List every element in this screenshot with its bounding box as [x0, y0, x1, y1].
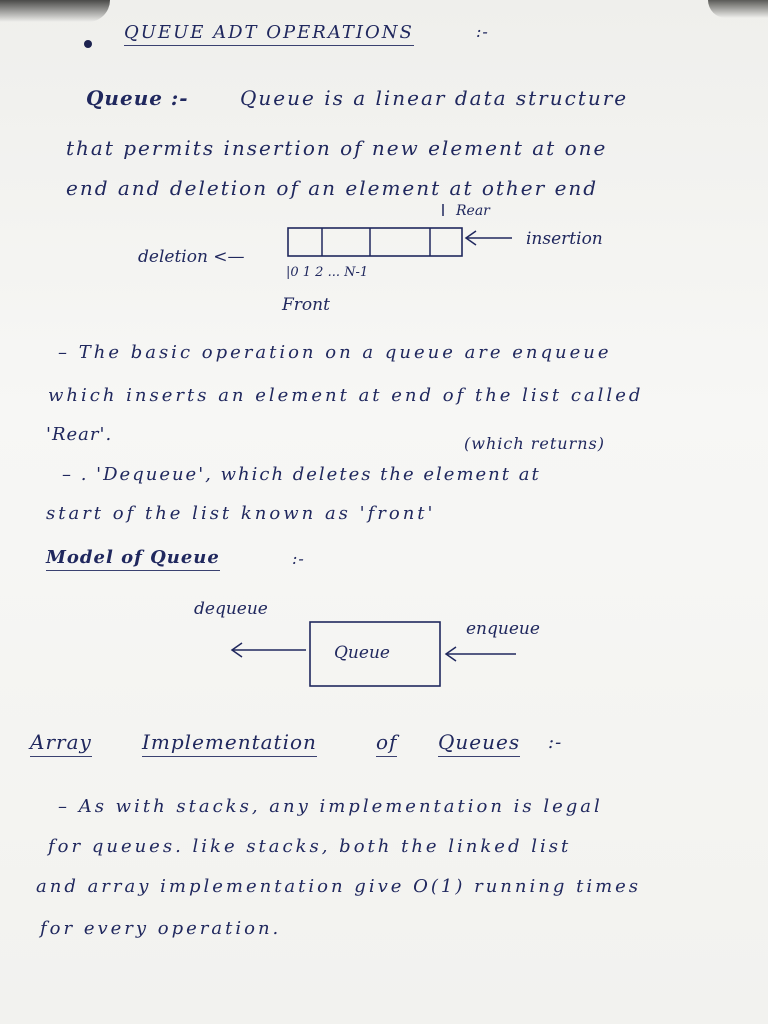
deletion-label: deletion <—	[138, 247, 245, 267]
array-box	[288, 228, 462, 256]
array-impl-heading-c: of	[376, 730, 397, 757]
operations-insert-note: (which returns)	[464, 434, 605, 453]
queue-box-label: Queue	[334, 643, 390, 663]
array-impl-heading-suffix: :-	[548, 732, 563, 753]
definition-line-2: that permits insertion of new element at one	[66, 136, 608, 160]
front-label: Front	[282, 295, 330, 315]
title-bullet	[84, 40, 92, 48]
array-impl-line-4: for every operation.	[40, 918, 282, 939]
operations-line-4: – . 'Dequeue', which deletes the element at	[62, 464, 541, 485]
page-title-suffix: :-	[476, 22, 489, 41]
definition-term: Queue :-	[86, 86, 189, 110]
enqueue-label: enqueue	[466, 619, 540, 639]
insertion-label: insertion	[526, 229, 603, 249]
definition-line-1: Queue is a linear data structure	[240, 86, 629, 110]
operations-line-5: start of the list known as 'front'	[46, 503, 436, 524]
queue-array-diagram	[130, 198, 650, 328]
model-heading: Model of Queue	[46, 547, 220, 571]
operations-line-3: 'Rear'.	[46, 424, 113, 445]
array-impl-line-1: – As with stacks, any implementation is legal	[58, 796, 603, 817]
page-title: QUEUE ADT OPERATIONS	[124, 22, 414, 46]
array-impl-heading-a: Array	[30, 730, 92, 757]
model-heading-suffix: :-	[292, 549, 305, 568]
array-impl-line-2: for queues. like stacks, both the linked list	[48, 836, 572, 857]
queue-model-diagram	[190, 590, 580, 700]
rear-label: Rear	[456, 203, 490, 219]
array-impl-heading-b: Implementation	[142, 730, 317, 757]
array-impl-heading-d: Queues	[438, 730, 520, 757]
array-indices: |0 1 2 ... N-1	[286, 265, 369, 280]
page-corner-shadow	[0, 0, 110, 22]
operations-line-1: – The basic operation on a queue are enqueue	[58, 342, 612, 363]
operations-line-2: which inserts an element at end of the list called	[48, 385, 644, 406]
dequeue-label: dequeue	[194, 599, 268, 619]
definition-line-3: end and deletion of an element at other end	[66, 176, 599, 200]
array-impl-line-3: and array implementation give O(1) running times	[36, 876, 642, 897]
page-corner-shadow-right	[708, 0, 768, 18]
